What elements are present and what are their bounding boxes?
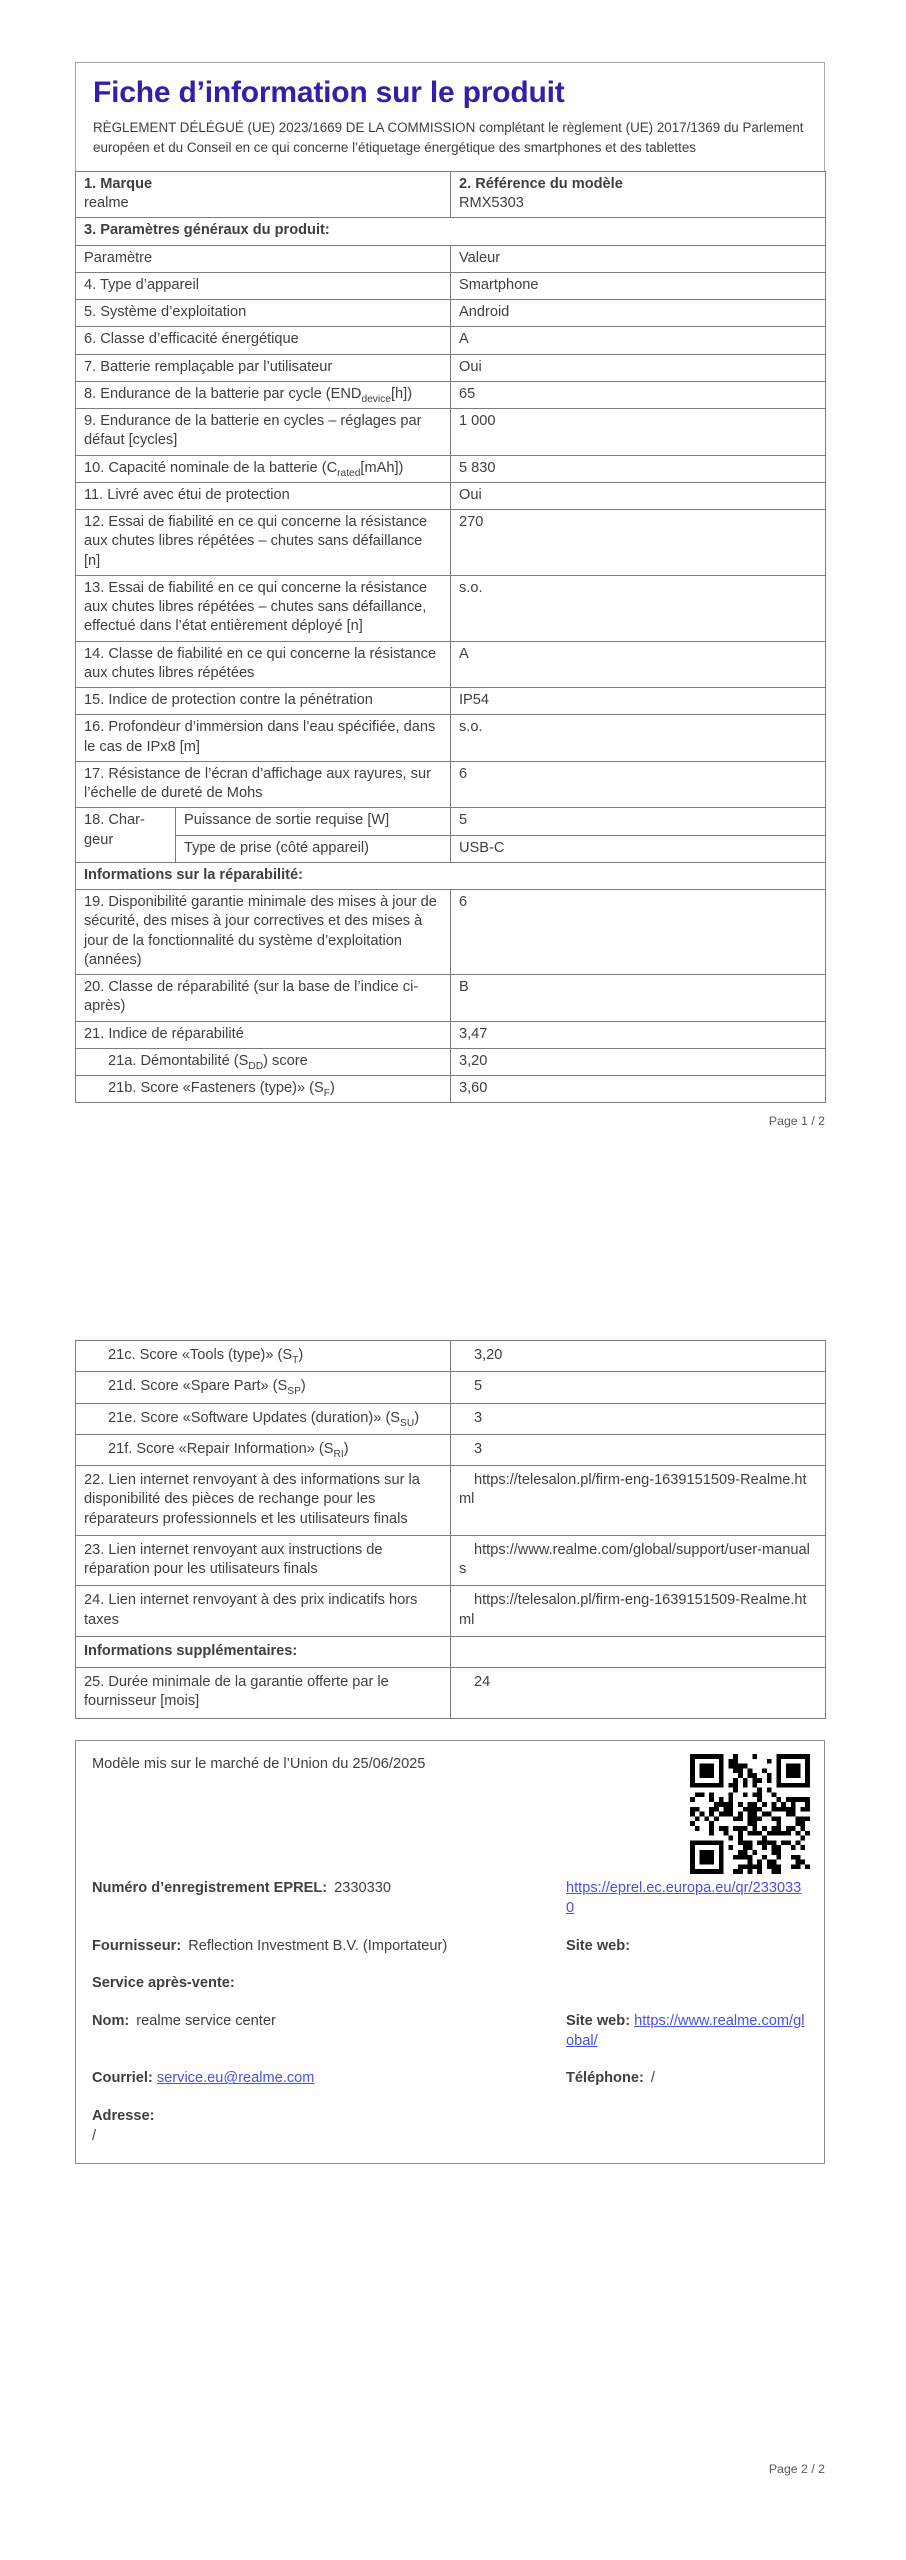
product-parameters-table [75,171,826,1104]
supplier-info-box [75,1740,825,2164]
website-label: Site web: [566,1937,631,1954]
eprel-link-cell [566,1878,808,1919]
model-label: 2. Référence du modèle [459,175,623,192]
model-cell [451,171,826,218]
table-row [76,835,826,862]
brand-cell [76,171,451,218]
row-value: https://telesalon.pl/firm-eng-1639151509-Realme.html [451,1466,826,1536]
row-value: Oui [451,354,826,381]
phone-label: Téléphone: [566,2070,644,2087]
row-label: Puissance de sortie requise [W] [176,808,451,835]
table-row [76,1668,826,1719]
table-row [76,761,826,808]
table-row [76,272,826,299]
row-label: 19. Disponibilité garantie minimale des mises à jour de sécurité, des mises à jour correctives et des mises à jour de la fonctionnalité du système d’exploitation (années) [76,890,451,975]
row-label: 21e. Score «Software Updates (duration)» $(S_{SU})$ [76,1403,451,1434]
email-row [92,2068,808,2088]
empty-cell [451,1636,826,1667]
section-row [76,218,826,245]
page-1 [75,62,825,1128]
table-row [76,688,826,715]
brand-value: realme [84,195,129,211]
rows-repairability [76,890,826,1103]
eprel-label: Numéro d’enregistrement EPREL: [92,1879,328,1896]
page-2 [75,1340,825,2164]
row-label: Type de prise (côté appareil) [176,835,451,862]
email-label: Courriel: [92,2070,153,2087]
row-label: 10. Capacité nominale de la batterie $(C_{rated}[mAh])$ [76,455,451,482]
row-value: 3,20 [451,1048,826,1075]
table-row [76,354,826,381]
supplier-name: Reflection Investment B.V. (Importateur) [188,1937,448,1954]
row-value: s.o. [451,715,826,762]
row-label: 17. Résistance de l’écran d’affichage aux rayures, sur l’échelle de dureté de Mohs [76,761,451,808]
row-label: 13. Essai de fiabilité en ce qui concerne la résistance aux chutes libres répétées – chutes sans défaillance, effectué dans l’état entièrement déployé [n] [76,575,451,641]
address-value: / [92,2128,97,2145]
eprel-qr-link[interactable]: https://eprel.ec.europa.eu/qr/2330330 [566,1879,802,1917]
row-label: 6. Classe d’efficacité énergétique [76,327,451,354]
row-value: https://telesalon.pl/firm-eng-1639151509-Realme.html [451,1586,826,1637]
row-value: Android [451,300,826,327]
supplier-label: Fournisseur: [92,1937,182,1954]
row-value: B [451,975,826,1022]
row-label: 5. Système d’exploitation [76,300,451,327]
row-value: 24 [451,1668,826,1719]
product-parameters-table-continued [75,1340,826,1719]
section-supplementary: Informations supplémentaires: [76,1636,451,1667]
section-repairability: Informations sur la réparabilité: [76,862,826,889]
table-row [76,1076,826,1103]
title-block [75,62,825,171]
table-row [76,1403,826,1434]
row-value: 5 [451,1372,826,1403]
row-label: 11. Livré avec étui de protection [76,482,451,509]
table-row [76,1021,826,1048]
row-label: 9. Endurance de la batterie en cycles – réglages par défaut [cycles] [76,409,451,456]
row-label: 21f. Score «Repair Information» $(S_{RI})$ [76,1434,451,1465]
row-label: 15. Indice de protection contre la pénétration [76,688,451,715]
row-label: 25. Durée minimale de la garantie offerte par le fournisseur [mois] [76,1668,451,1719]
row-value: 5 830 [451,455,826,482]
row-label: 22. Lien internet renvoyant à des informations sur la disponibilité des pièces de rechange pour les réparateurs professionnels et les utilisateurs finals [76,1466,451,1536]
column-header-value: Valeur [451,245,826,272]
row-value: A [451,641,826,688]
phone-cell [566,2068,808,2088]
row-value: 3 [451,1403,826,1434]
column-header-parameter: Paramètre [76,245,451,272]
row-label: 20. Classe de réparabilité (sur la base de l’indice ci-après) [76,975,451,1022]
table-row [76,510,826,576]
after-sales-row [92,1973,808,1993]
brand-model-row [76,171,826,218]
row-value: A [451,327,826,354]
table-row [76,482,826,509]
row-label: 23. Lien internet renvoyant aux instructions de réparation pour les utilisateurs finals [76,1535,451,1586]
name-value: realme service center [136,2012,276,2029]
row-label: 21b. Score «Fasteners (type)» $(S_F)$ [76,1076,451,1103]
service-website-cell [566,2011,808,2052]
row-value: 6 [451,761,826,808]
section-row [76,862,826,889]
eprel-row [92,1878,808,1919]
service-website-link[interactable]: https://www.realme.com/global/ [566,2012,805,2050]
supplier [92,1936,566,1956]
row-label: 14. Classe de fiabilité en ce qui concerne la résistance aux chutes libres répétées [76,641,451,688]
row-label: 16. Profondeur d’immersion dans l’eau spécifiée, dans le cas de IPx8 [m] [76,715,451,762]
table-row [76,1434,826,1465]
row-label: 21d. Score «Spare Part» $(S_{SP})$ [76,1372,451,1403]
row-value: https://www.realme.com/global/support/user-manuals [451,1535,826,1586]
row-label: 21c. Score «Tools (type)» $(S_T)$ [76,1341,451,1372]
table-row [76,808,826,835]
address-row [92,2106,808,2147]
table-row [76,975,826,1022]
row-value: Oui [451,482,826,509]
supplier-row [92,1936,808,1956]
row-value: IP54 [451,688,826,715]
row-label: 7. Batterie remplaçable par l’utilisateur [76,354,451,381]
page-title: Fiche d’information sur le produit [93,76,565,109]
table-row [76,1048,826,1075]
row-value: 3,20 [451,1341,826,1372]
row-label: 21a. Démontabilité $(S_{DD})$ score [76,1048,451,1075]
row-label: 4. Type d’appareil [76,272,451,299]
rows-supplementary [76,1668,826,1719]
row-value: 65 [451,381,826,408]
table-row [76,715,826,762]
table-row [76,1535,826,1586]
service-website-label: Site web: [566,2012,631,2029]
address-label: Adresse: [92,2107,155,2124]
row-value: s.o. [451,575,826,641]
row-value: 3,60 [451,1076,826,1103]
eprel-registration [92,1878,566,1919]
rows-scores-links [76,1341,826,1637]
rows-general [76,272,826,808]
eprel-number: 2330330 [334,1879,391,1896]
row-value: 6 [451,890,826,975]
page-number-2: Page 2 / 2 [768,2462,825,2476]
table-row [76,300,826,327]
section-row [76,1636,826,1667]
model-value: RMX5303 [459,195,524,211]
row-value: Smartphone [451,272,826,299]
after-sales-label: Service après-vente: [92,1975,235,1992]
service-name-row [92,2011,808,2052]
phone-value: / [650,2070,655,2087]
table-row [76,1586,826,1637]
row-value: 3,47 [451,1021,826,1048]
row-value: 1 000 [451,409,826,456]
service-name [92,2011,566,2052]
qr-code [690,1754,810,1874]
table-row [76,381,826,408]
row-value: USB-C [451,835,826,862]
market-placement-date: Modèle mis sur le marché de l’Union du 25/06/2025 [92,1755,426,1772]
row-value: 3 [451,1434,826,1465]
row-value: 5 [451,808,826,835]
table-row [76,1341,826,1372]
name-label: Nom: [92,2012,130,2029]
section-general-parameters: 3. Paramètres généraux du produit: [76,218,826,245]
row-value: 270 [451,510,826,576]
regulation-subtitle: RÈGLEMENT DÉLÉGUÉ (UE) 2023/1669 DE LA COMMISSION complétant le règlement (UE) 2017/1369 du Parlement européen et du Conseil en ce qui concerne l’étiquetage énergétique des smartphones et des tablettes [93,120,804,156]
table-row [76,409,826,456]
table-row [76,641,826,688]
table-row [76,1466,826,1536]
page-number-1: Page 1 / 2 [768,1114,825,1129]
table-row [76,575,826,641]
row-label: 21. Indice de réparabilité [76,1021,451,1048]
email [92,2068,566,2088]
charger-rows [76,808,826,863]
row-label: 24. Lien internet renvoyant à des prix indicatifs hors taxes [76,1586,451,1637]
website-cell [566,1936,808,1956]
column-header-row [76,245,826,272]
brand-label: 1. Marque [84,175,153,192]
address [92,2106,808,2147]
charger-label: 18. Chargeur [76,808,176,863]
row-label: 8. Endurance de la batterie par cycle $(END_{device}[h])$ [76,381,451,408]
table-row [76,1372,826,1403]
table-row [76,890,826,975]
email-link[interactable]: service.eu@realme.com [156,2070,315,2087]
table-row [76,327,826,354]
table-row [76,455,826,482]
row-label: 12. Essai de fiabilité en ce qui concerne la résistance aux chutes libres répétées – chutes sans défaillance [n] [76,510,451,576]
